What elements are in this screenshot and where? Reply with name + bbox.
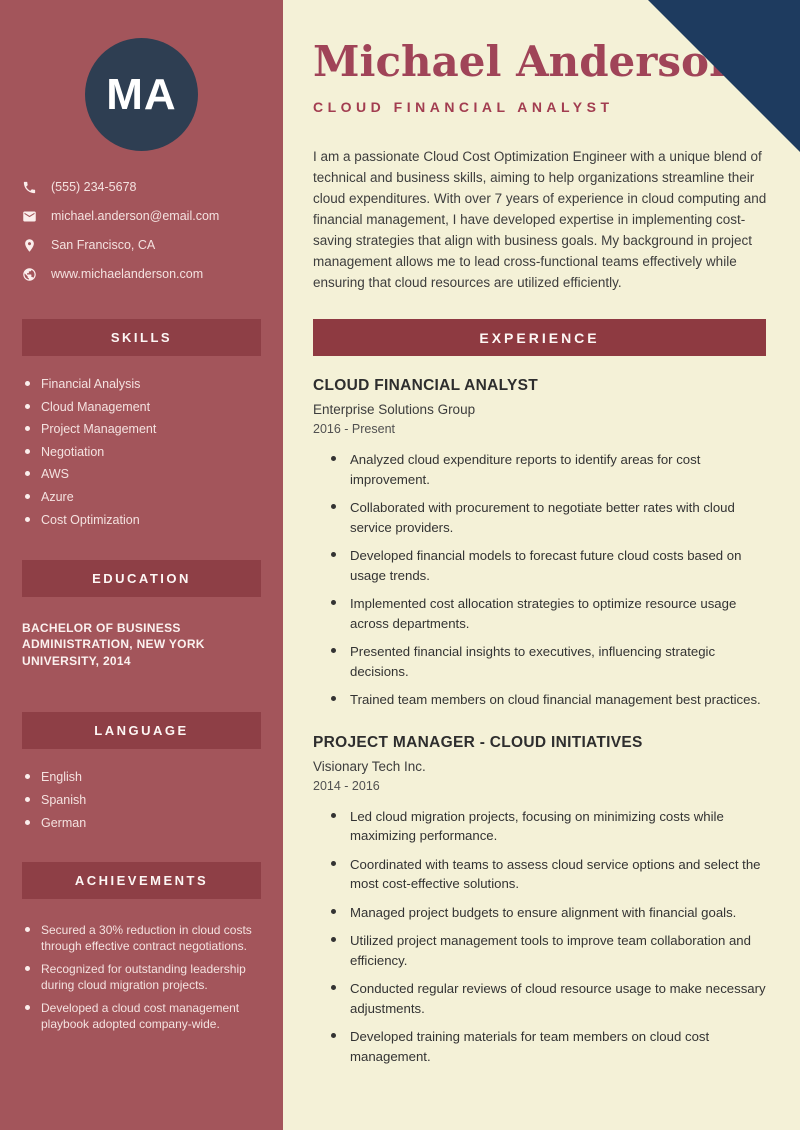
job-bullet-text: Developed financial models to forecast future cloud costs based on usage trends. bbox=[350, 548, 742, 583]
bullet-dot bbox=[25, 774, 30, 779]
language-heading-label: LANGUAGE bbox=[94, 723, 189, 739]
bullet-dot bbox=[331, 648, 336, 653]
achievement-item bbox=[25, 923, 270, 954]
job-bullet-text: Coordinated with teams to assess cloud service options and select the most cost-effective solutions. bbox=[350, 856, 761, 892]
achievement-text: Recognized for outstanding leadership during cloud migration projects. bbox=[41, 962, 246, 992]
location-icon bbox=[22, 238, 37, 253]
avatar bbox=[85, 38, 198, 151]
job-company: Enterprise Solutions Group bbox=[313, 402, 476, 418]
bullet-dot bbox=[331, 985, 336, 990]
skill-label: Azure bbox=[41, 489, 74, 504]
language-label: English bbox=[41, 770, 82, 785]
job-role-subtitle: CLOUD FINANCIAL ANALYST bbox=[313, 99, 614, 116]
job-bullet bbox=[331, 594, 766, 633]
bullet-dot bbox=[331, 909, 336, 914]
achievement-item bbox=[25, 962, 270, 993]
skill-label: Negotiation bbox=[41, 444, 105, 459]
language-item bbox=[25, 770, 283, 785]
bullet-dot bbox=[331, 813, 336, 818]
job-bullet bbox=[331, 642, 766, 681]
job-bullet-text: Developed training materials for team members on cloud cost management. bbox=[350, 1029, 710, 1064]
experience-heading-label: EXPERIENCE bbox=[479, 329, 600, 346]
bullet-dot bbox=[25, 517, 30, 522]
education-section-heading bbox=[22, 560, 261, 597]
language-section-heading bbox=[22, 712, 261, 749]
contact-list bbox=[22, 178, 283, 283]
main-column bbox=[283, 0, 800, 1130]
contact-email[interactable]: michael.anderson@email.com bbox=[51, 209, 220, 223]
skill-item bbox=[25, 377, 283, 392]
bullet-dot bbox=[331, 504, 336, 509]
job-title: CLOUD FINANCIAL ANALYST bbox=[313, 377, 539, 395]
achievements-heading-label: ACHIEVEMENTS bbox=[74, 873, 209, 889]
job-entry bbox=[313, 734, 766, 1067]
job-dates: 2016 - Present bbox=[313, 422, 395, 437]
job-bullet-text: Collaborated with procurement to negotiate better rates with cloud service providers. bbox=[350, 500, 735, 535]
job-bullet-text: Led cloud migration projects, focusing on minimizing costs while maximizing performance. bbox=[350, 808, 724, 844]
bullet-dot bbox=[25, 381, 30, 386]
language-list bbox=[25, 770, 283, 831]
skills-heading-label: SKILLS bbox=[110, 330, 173, 345]
skill-item bbox=[25, 400, 283, 415]
job-bullet-text: Presented financial insights to executives, influencing strategic decisions. bbox=[350, 644, 716, 679]
job-bullet-text: Utilized project management tools to improve team collaboration and efficiency. bbox=[350, 933, 751, 968]
job-bullet bbox=[331, 855, 766, 894]
job-bullet-list bbox=[331, 807, 766, 1067]
contact-location: San Francisco, CA bbox=[51, 238, 156, 252]
job-bullet-text: Conducted regular reviews of cloud resource usage to make necessary adjustments. bbox=[350, 981, 766, 1016]
bullet-dot bbox=[331, 1033, 336, 1038]
achievements-list bbox=[25, 923, 283, 1032]
contact-website-row bbox=[22, 265, 283, 283]
contact-email-row bbox=[22, 207, 283, 225]
skill-label: Financial Analysis bbox=[41, 377, 141, 391]
bullet-dot bbox=[25, 449, 30, 454]
skills-section-heading bbox=[22, 319, 261, 356]
page-title-name: Michael Anderson bbox=[313, 37, 740, 86]
language-label: German bbox=[41, 816, 87, 831]
bullet-dot bbox=[331, 456, 336, 461]
job-bullet bbox=[331, 450, 766, 489]
skill-label: AWS bbox=[41, 467, 70, 482]
job-bullet-text: Implemented cost allocation strategies to optimize resource usage across departments. bbox=[350, 596, 737, 631]
contact-location-row bbox=[22, 236, 283, 254]
bullet-dot bbox=[331, 861, 336, 866]
language-item bbox=[25, 816, 283, 831]
job-bullet bbox=[331, 546, 766, 585]
job-bullet-list bbox=[331, 450, 766, 710]
contact-website[interactable]: www.michaelanderson.com bbox=[51, 267, 204, 281]
email-icon bbox=[22, 209, 37, 224]
bullet-dot bbox=[25, 797, 30, 802]
job-title: PROJECT MANAGER - CLOUD INITIATIVES bbox=[313, 733, 643, 751]
bullet-dot bbox=[25, 966, 30, 971]
job-bullet bbox=[331, 690, 766, 710]
skill-item bbox=[25, 490, 283, 505]
job-bullet bbox=[331, 903, 766, 923]
language-label: Spanish bbox=[41, 793, 87, 808]
bullet-dot bbox=[331, 937, 336, 942]
job-bullet bbox=[331, 979, 766, 1018]
skill-item bbox=[25, 513, 283, 528]
bullet-dot bbox=[25, 494, 30, 499]
skill-label: Cloud Management bbox=[41, 399, 151, 414]
bullet-dot bbox=[25, 404, 30, 409]
skill-label: Cost Optimization bbox=[41, 512, 140, 527]
job-dates: 2014 - 2016 bbox=[313, 778, 380, 793]
skill-item bbox=[25, 445, 283, 460]
job-bullet bbox=[331, 807, 766, 846]
education-degree: BACHELOR OF BUSINESS ADMINISTRATION, NEW YORK UNIVERSITY, 2014 bbox=[22, 620, 205, 668]
corner-triangle-decoration bbox=[648, 0, 800, 152]
job-bullet-text: Managed project budgets to ensure alignment with financial goals. bbox=[350, 904, 737, 920]
job-bullet-text: Trained team members on cloud financial management best practices. bbox=[350, 692, 761, 708]
job-bullet bbox=[331, 1027, 766, 1066]
bullet-dot bbox=[331, 696, 336, 701]
achievement-text: Developed a cloud cost management playbook adopted company-wide. bbox=[41, 1001, 240, 1031]
bullet-dot bbox=[25, 820, 30, 825]
skill-item bbox=[25, 467, 283, 482]
skill-label: Project Management bbox=[41, 422, 157, 437]
profile-summary: I am a passionate Cloud Cost Optimization Engineer with a unique blend of technical and business skills, aiming to help organizations streamline their cloud expenditures. With over 7 years of experience in cloud computing and financial management, I have developed expertise in implementing cost-saving strategies that align with business goals. My background in project management allows me to lead cross-functional teams effectively while ensuring that cloud resources are utilized efficiently. bbox=[313, 149, 767, 291]
phone-icon bbox=[22, 180, 37, 195]
bullet-dot bbox=[25, 927, 30, 932]
achievement-text: Secured a 30% reduction in cloud costs through effective contract negotiations. bbox=[41, 923, 252, 953]
language-item bbox=[25, 793, 283, 808]
job-entry bbox=[313, 377, 766, 710]
achievements-section-heading bbox=[22, 862, 261, 899]
contact-phone-row bbox=[22, 178, 283, 196]
bullet-dot bbox=[25, 1005, 30, 1010]
experience-section-heading bbox=[313, 319, 766, 356]
sidebar bbox=[0, 0, 283, 1130]
achievement-item bbox=[25, 1001, 270, 1032]
contact-phone: (555) 234-5678 bbox=[51, 180, 137, 194]
bullet-dot bbox=[331, 552, 336, 557]
job-bullet bbox=[331, 931, 766, 970]
bullet-dot bbox=[331, 600, 336, 605]
avatar-wrap bbox=[0, 38, 283, 151]
globe-icon bbox=[22, 267, 37, 282]
skill-item bbox=[25, 422, 283, 437]
bullet-dot bbox=[25, 471, 30, 476]
bullet-dot bbox=[25, 426, 30, 431]
job-bullet bbox=[331, 498, 766, 537]
skills-list bbox=[25, 377, 283, 528]
job-company: Visionary Tech Inc. bbox=[313, 758, 426, 774]
avatar-initials: MA bbox=[106, 69, 177, 119]
education-heading-label: EDUCATION bbox=[92, 570, 191, 586]
job-bullet-text: Analyzed cloud expenditure reports to identify areas for cost improvement. bbox=[350, 452, 701, 487]
